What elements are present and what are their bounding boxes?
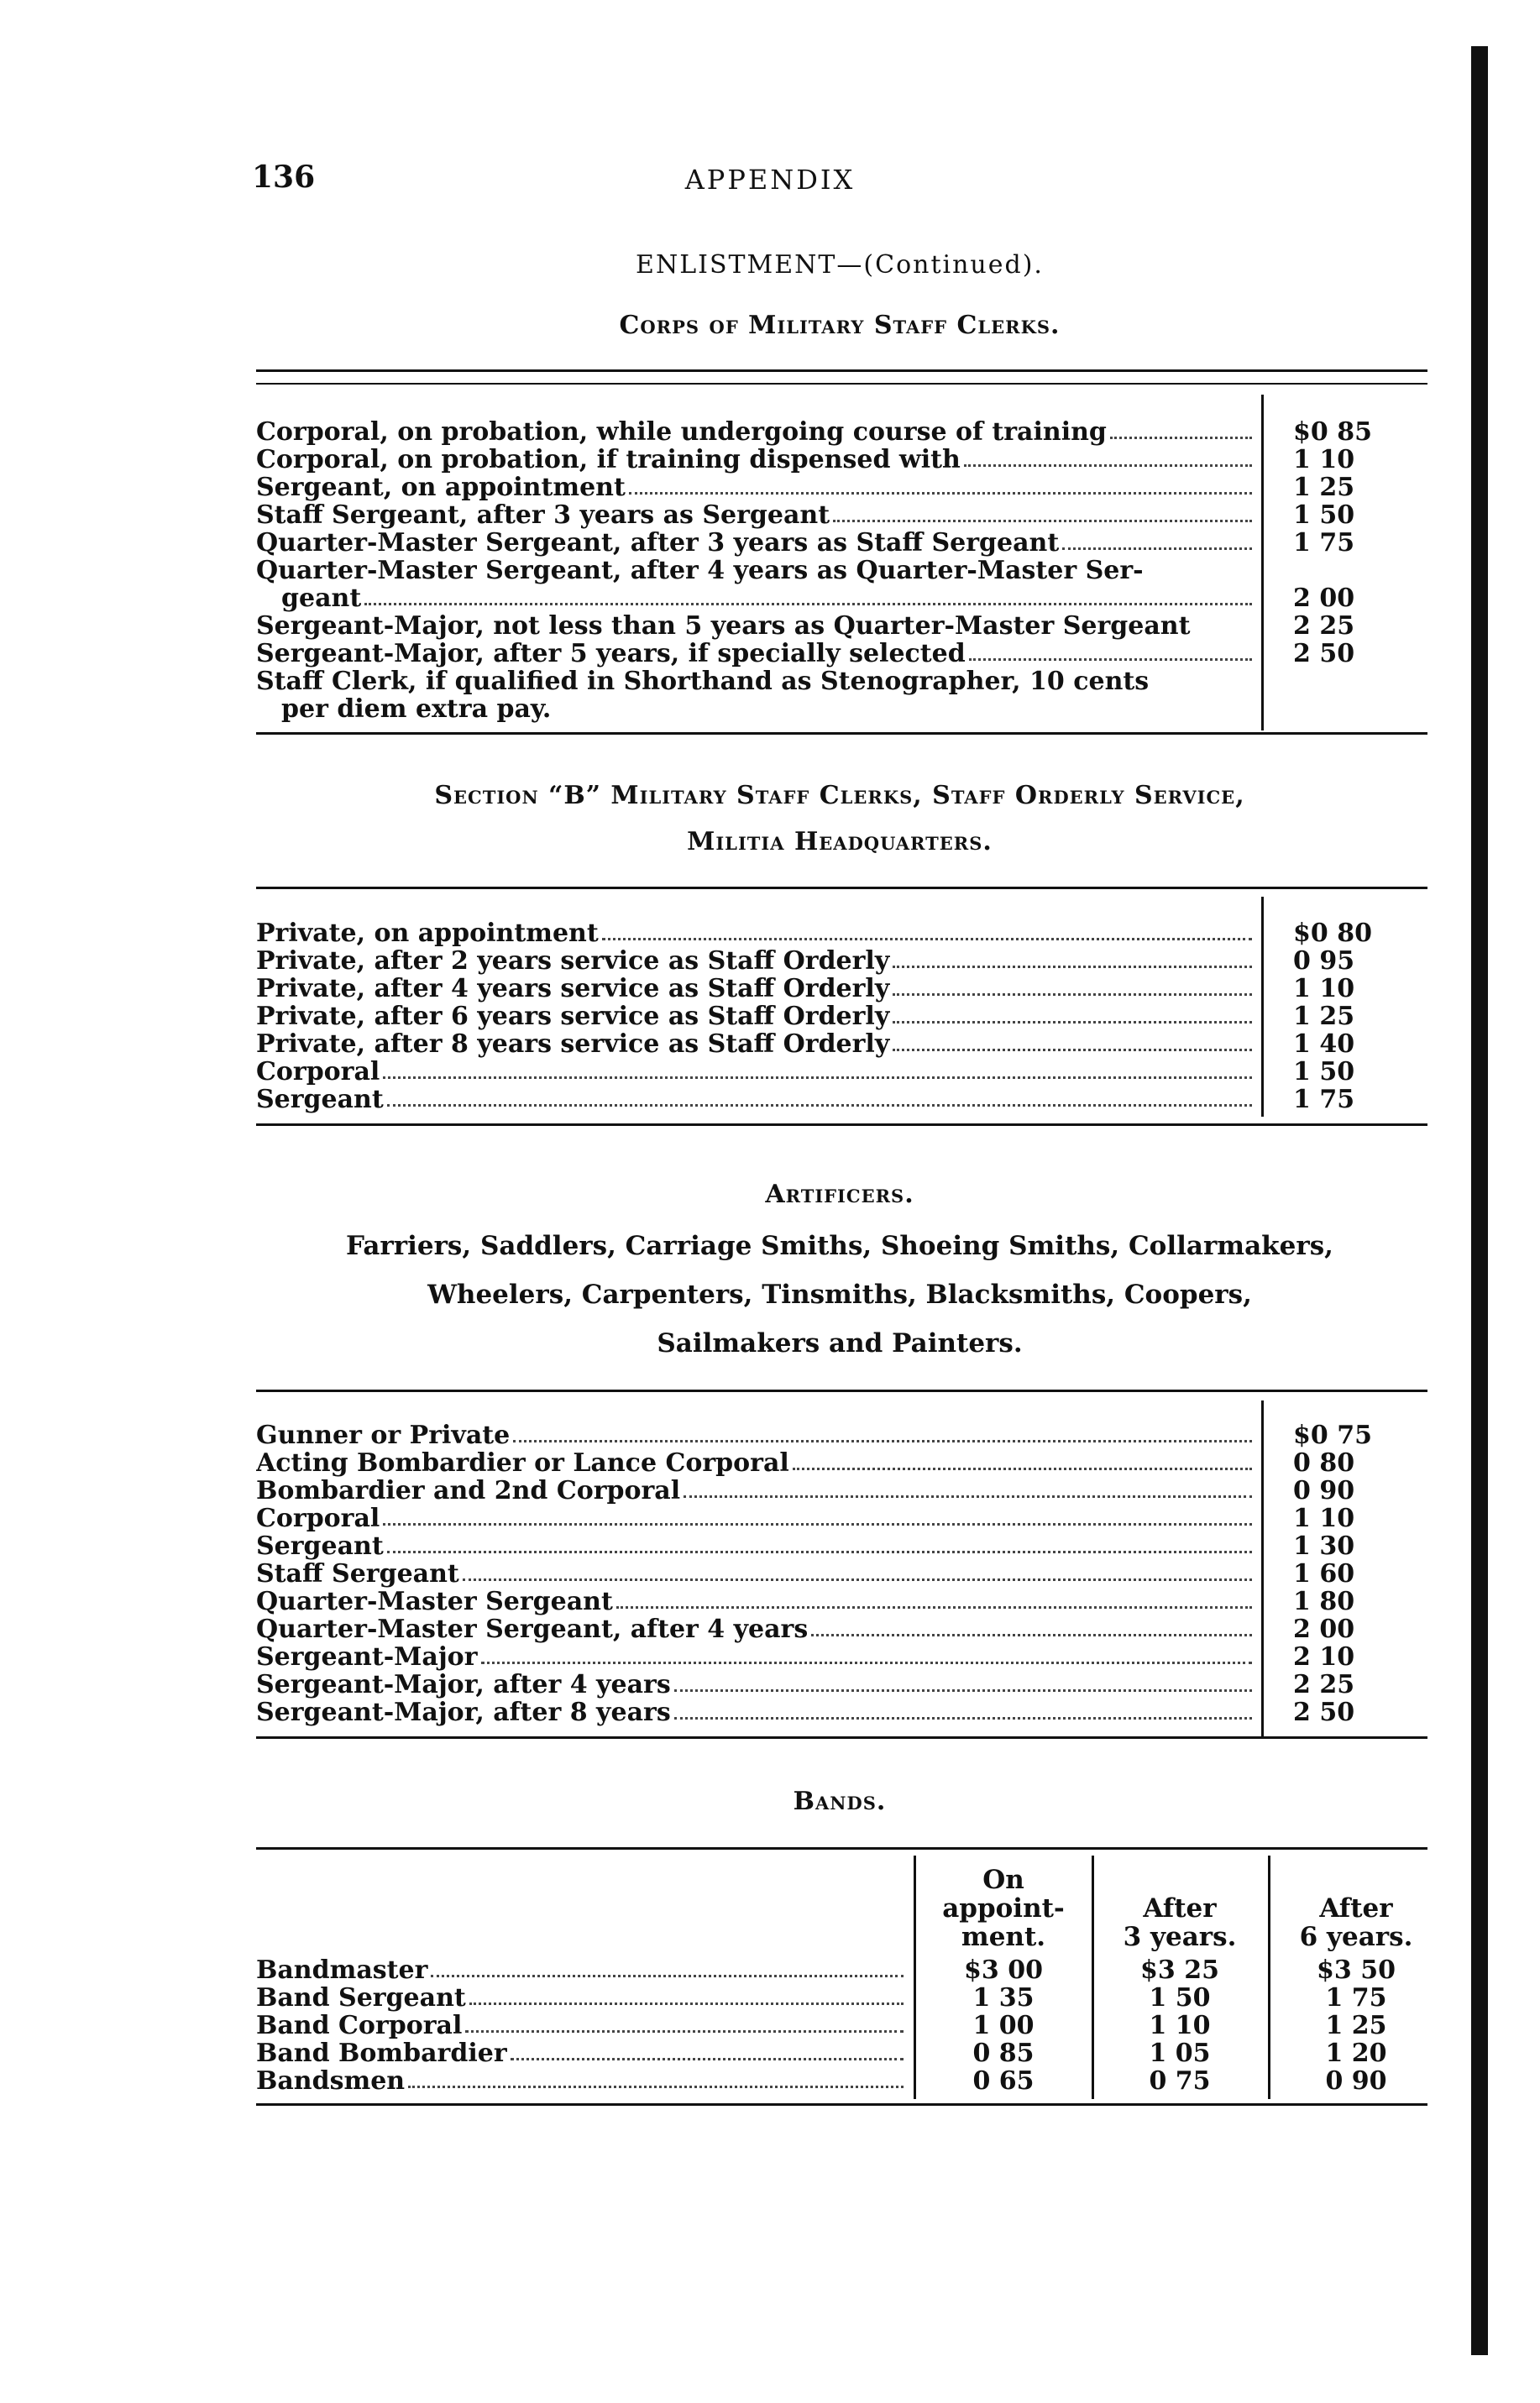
section-b-rule-bottom [256,1123,1427,1126]
cell-value: $3 25 [1140,1955,1219,1985]
cell-value: 1 75 [1325,1983,1387,2013]
row-label: Private, after 6 years service as Staff Orderly [256,1003,890,1030]
corps-rule-bottom [256,732,1427,735]
row-label: Band Sergeant [256,1984,466,2012]
bands-column-rule-3 [1268,1856,1270,2099]
corps-column-rule [1261,395,1264,730]
cell-value: 1 25 [1325,2011,1387,2040]
row-label: Acting Bombardier or Lance Corporal [256,1449,789,1477]
running-title: APPENDIX [684,164,856,196]
section-b-values [1293,919,1411,1113]
row-label: Corporal, on probation, if training dispensed with [256,446,961,474]
cell-value: 0 90 [1325,2066,1387,2096]
bands-col2-header [1096,1894,1264,1951]
row-label: Quarter-Master Sergeant, after 4 years [256,1615,809,1643]
bands-col3-header-line: After [1319,1893,1393,1924]
row-label: Band Bombardier [256,2039,507,2067]
row-value: 2 50 [1293,639,1355,668]
row-label: Staff Sergeant, after 3 years as Sergeant [256,501,830,529]
table-row [256,1532,1255,1560]
bands-col2-values [1096,1956,1264,2095]
page-edge-rule [1471,46,1488,2355]
row-value: 1 25 [1293,473,1355,502]
bands-column-rule-2 [1092,1856,1094,2099]
table-row-continuation [256,695,1255,723]
table-row [256,1643,1255,1671]
table-row [256,1030,1255,1058]
table-row [256,2039,907,2067]
corps-rule-top2 [256,383,1427,385]
row-value: 2 00 [1293,1615,1355,1644]
row-value: 1 10 [1293,445,1355,474]
row-value: 1 10 [1293,1504,1355,1533]
table-row [256,529,1255,557]
artificers-rule-top [256,1390,1427,1392]
table-row [256,1699,1255,1726]
row-label: Corporal, on probation, while undergoing course of training [256,418,1107,446]
row-label: Bandsmen [256,2067,406,2095]
row-label: Private, on appointment [256,919,599,947]
artificers-rows [256,1421,1255,1726]
table-row [256,474,1255,501]
row-label: Private, after 2 years service as Staff Orderly [256,947,890,975]
row-value: 2 10 [1293,1642,1355,1672]
row-label: Band Corporal [256,2012,463,2039]
table-row [256,1003,1255,1030]
bands-col1-header-line: ment. [961,1922,1046,1952]
section-b-rows [256,919,1255,1113]
row-value: $0 80 [1293,919,1372,948]
row-value: 2 25 [1293,1670,1355,1699]
corps-title: Corps of Military Staff Clerks. [619,311,1061,340]
table-row [256,2067,907,2095]
row-value: 1 80 [1293,1587,1355,1616]
cell-value: 0 65 [972,2066,1035,2096]
row-value: 1 75 [1293,528,1355,558]
row-value: $0 85 [1293,417,1372,447]
table-row [256,1671,1255,1699]
section-b-title-line1: Section “B” Military Staff Clerks, Staff Orderly Service, [434,781,1245,810]
row-label: Sergeant-Major, not less than 5 years as Quarter-Master Sergeant [256,612,1191,640]
table-row [256,947,1255,975]
section-b-column-rule [1261,897,1264,1117]
table-row [256,1086,1255,1113]
corps-values [1293,418,1411,668]
row-label: Private, after 8 years service as Staff Orderly [256,1030,890,1058]
artificers-desc-line1: Farriers, Saddlers, Carriage Smiths, Shoeing Smiths, Collarmakers, [346,1231,1333,1261]
cell-value: 0 75 [1149,2066,1211,2096]
row-label: Gunner or Private [256,1421,511,1449]
row-label: Sergeant [256,1086,384,1113]
table-row [256,1058,1255,1086]
row-label: Quarter-Master Sergeant, after 3 years as Staff Sergeant [256,529,1060,557]
bands-col3-header [1272,1894,1440,1951]
row-label: Corporal [256,1505,380,1532]
table-row [256,1588,1255,1615]
bands-col1-header-line: appoint- [942,1893,1065,1924]
artificers-values [1293,1421,1411,1726]
row-value: 2 25 [1293,611,1355,641]
bands-col1-header-line: On [982,1865,1024,1895]
row-label: Corporal [256,1058,380,1086]
table-row [256,2012,907,2039]
page-number: 136 [252,160,316,195]
cell-value: 1 05 [1149,2039,1211,2068]
row-value: $0 75 [1293,1421,1372,1450]
bands-rule-bottom [256,2103,1427,2106]
row-label: Bombardier and 2nd Corporal [256,1477,681,1505]
cell-value: 1 20 [1325,2039,1387,2068]
table-row [256,1956,907,1984]
table-row [256,640,1255,668]
row-label: Sergeant [256,1532,384,1560]
table-row [256,1984,907,2012]
row-label: Quarter-Master Sergeant [256,1588,613,1615]
row-label: Sergeant-Major [256,1643,478,1671]
row-label-continuation: per diem extra pay. [281,695,552,723]
cell-value: 1 35 [972,1983,1035,2013]
table-row [256,501,1255,529]
corps-rows [256,418,1255,723]
artificers-desc-line2: Wheelers, Carpenters, Tinsmiths, Blacksmiths, Coopers, [427,1280,1252,1310]
artificers-desc-line3: Sailmakers and Painters. [657,1328,1023,1359]
row-label: Sergeant-Major, after 5 years, if specially selected [256,640,966,668]
table-row [256,1560,1255,1588]
artificers-title: Artificers. [765,1180,914,1209]
cell-value: 1 00 [972,2011,1035,2040]
bands-col2-header-line: 3 years. [1123,1922,1237,1952]
row-value: 1 10 [1293,974,1355,1003]
row-value: 0 90 [1293,1476,1355,1505]
table-row [256,668,1255,695]
bands-col3-header-line: 6 years. [1299,1922,1413,1952]
bands-col1-values [919,1956,1087,2095]
table-row [256,418,1255,446]
bands-rule-top [256,1847,1427,1850]
table-row [256,1477,1255,1505]
row-value: 2 00 [1293,584,1355,613]
row-value: 1 50 [1293,1057,1355,1086]
row-label-continuation: geant [281,584,362,612]
row-value: 1 60 [1293,1559,1355,1589]
cell-value: $3 00 [964,1955,1043,1985]
table-row [256,1421,1255,1449]
row-value: 1 50 [1293,500,1355,530]
row-label: Sergeant-Major, after 8 years [256,1699,671,1726]
artificers-column-rule [1261,1400,1264,1736]
row-value: 1 40 [1293,1029,1355,1059]
section-b-rule-top [256,887,1427,889]
bands-col2-header-line: After [1143,1893,1217,1924]
table-row [256,975,1255,1003]
row-label: Sergeant-Major, after 4 years [256,1671,671,1699]
table-row [256,1615,1255,1643]
table-row [256,919,1255,947]
table-row [256,612,1255,640]
section-b-title-line2: Militia Headquarters. [687,827,993,856]
row-value: 2 50 [1293,1698,1355,1727]
row-label: Staff Sergeant [256,1560,459,1588]
row-value: 1 75 [1293,1085,1355,1114]
table-row [256,1505,1255,1532]
cell-value: 1 50 [1149,1983,1211,2013]
row-label: Quarter-Master Sergeant, after 4 years as Quarter-Master Ser- [256,557,1144,584]
bands-col1-header [919,1866,1087,1951]
row-label: Staff Clerk, if qualified in Shorthand as Stenographer, 10 cents [256,668,1150,695]
row-label: Bandmaster [256,1956,428,1984]
bands-rows [256,1956,907,2095]
row-value: 1 30 [1293,1531,1355,1561]
bands-column-rule-1 [914,1856,916,2099]
row-value: 1 25 [1293,1002,1355,1031]
artificers-rule-bottom [256,1736,1427,1739]
cell-value: 0 85 [972,2039,1035,2068]
row-label: Private, after 4 years service as Staff Orderly [256,975,890,1003]
bands-title: Bands. [793,1787,887,1816]
cell-value: $3 50 [1317,1955,1396,1985]
table-row [256,1449,1255,1477]
corps-rule-top [256,369,1427,372]
bands-col3-values [1272,1956,1440,2095]
cell-value: 1 10 [1149,2011,1211,2040]
table-row [256,446,1255,474]
table-row [256,557,1255,584]
row-value: 0 80 [1293,1448,1355,1478]
table-row-continuation [256,584,1255,612]
row-label: Sergeant, on appointment [256,474,626,501]
section-title: ENLISTMENT—(Continued). [636,250,1044,280]
row-value: 0 95 [1293,946,1355,976]
